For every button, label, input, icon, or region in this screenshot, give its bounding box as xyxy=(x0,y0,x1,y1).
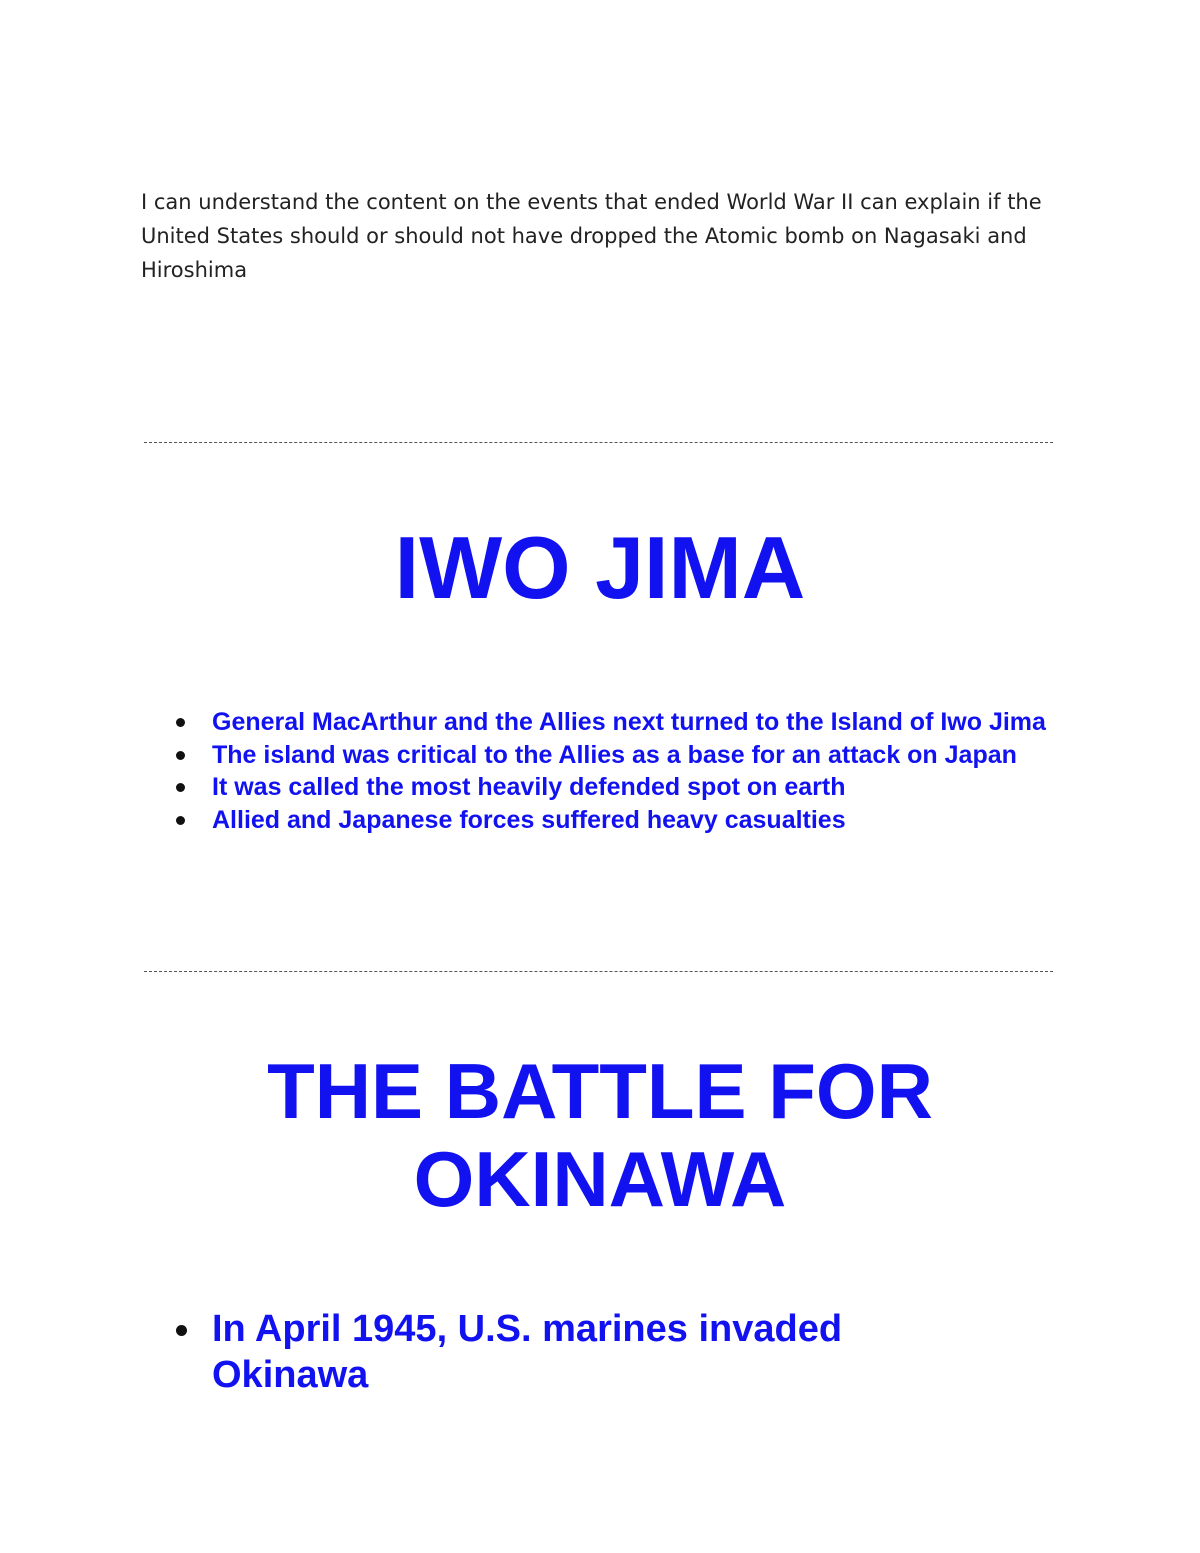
okinawa-heading xyxy=(0,1047,1200,1223)
iwo-jima-heading: IWO JIMA xyxy=(394,518,806,617)
dashed-divider xyxy=(144,971,1053,972)
iwo-jima-bullet-list xyxy=(171,706,1071,836)
list-item xyxy=(171,706,1071,739)
list-item-text: The island was critical to the Allies as a base for an attack on Japan xyxy=(212,740,1017,769)
okinawa-heading-line-1: THE BATTLE FOR xyxy=(267,1047,933,1135)
okinawa-bullet-list xyxy=(171,1306,971,1398)
list-item-text: General MacArthur and the Allies next turned to the Island of Iwo Jima xyxy=(212,708,1046,736)
okinawa-heading-line-2: OKINAWA xyxy=(413,1135,787,1223)
bullet-dot-icon xyxy=(176,718,185,727)
bullet-dot-icon xyxy=(176,816,185,825)
learning-objective-text: I can understand the content on the events that ended World War II can explain if the United States should or should not have dropped the Atomic bomb on Nagasaki and Hiroshima xyxy=(141,190,1042,282)
list-item-text: Allied and Japanese forces suffered heavy casualties xyxy=(212,805,846,834)
bullet-dot-icon xyxy=(176,751,185,760)
dashed-divider xyxy=(144,442,1053,443)
bullet-dot-icon xyxy=(176,1325,187,1336)
bullet-dot-icon xyxy=(176,783,185,792)
list-item-text: It was called the most heavily defended spot on earth xyxy=(212,773,846,801)
list-item xyxy=(171,771,1071,804)
list-item-text: In April 1945, U.S. marines invaded Okinawa xyxy=(212,1308,843,1396)
list-item xyxy=(171,1306,971,1398)
list-item xyxy=(171,739,1071,772)
list-item xyxy=(171,804,1071,837)
